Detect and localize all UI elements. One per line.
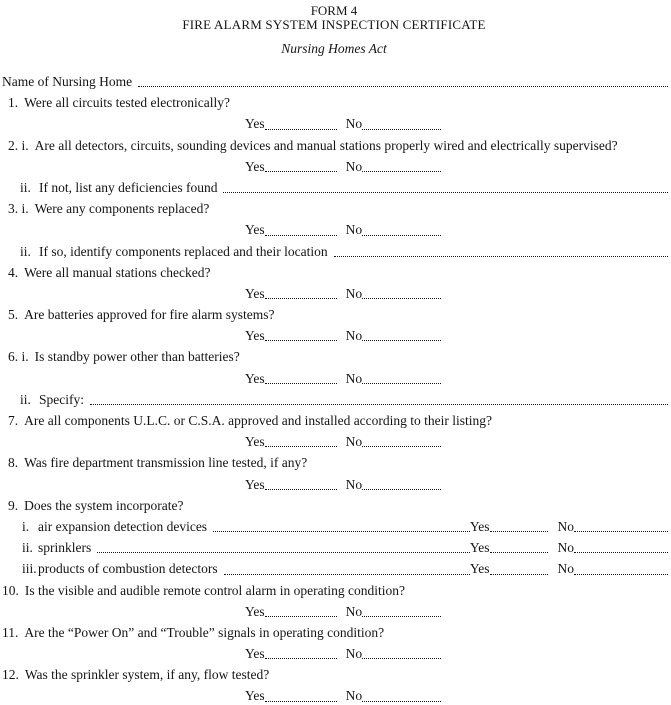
yes-label: Yes [469,540,490,556]
question-3-yesno-row [0,219,668,240]
item-text: products of combustion detectors [38,561,218,577]
question-text: Does the system incorporate? [24,497,184,513]
sub-question-label: If so, identify components replaced and their location [39,243,328,259]
question-6ii-row [0,389,668,410]
question-8-row [0,452,668,473]
item-number: iii. [22,561,37,577]
question-text: Was fire department transmission line tested, if any? [24,455,308,471]
q4-yes-line[interactable] [265,283,337,299]
question-text: Is the visible and audible remote control alarm in operating condition? [24,582,406,598]
yes-label: Yes [245,646,265,662]
question-9iii-row [0,558,668,579]
q2-no-line[interactable] [362,156,441,172]
q9-ii-yes-line[interactable] [490,537,548,553]
question-8-yesno-row [0,474,668,495]
q8-no-line[interactable] [362,474,441,490]
question-9-row [0,495,668,516]
question-10-yesno-row [0,601,668,622]
sub-question-number: ii. [20,179,31,195]
question-number: 5. [8,307,19,323]
q3-yes-line[interactable] [265,219,337,235]
question-number: 11. [2,624,19,640]
q11-yes-line[interactable] [265,643,337,659]
item-number: ii. [22,540,33,556]
no-label: No [345,646,363,662]
q9-iii-leader-line [224,558,470,574]
form-header [0,0,668,56]
q10-yes-line[interactable] [265,601,337,617]
q6-specify-line[interactable] [90,389,668,405]
q2-yes-line[interactable] [265,156,337,172]
question-1-row [0,92,668,113]
no-label: No [345,476,363,492]
item-text: air expansion detection devices [38,518,208,534]
no-label: No [345,688,363,704]
q5-yes-line[interactable] [265,325,337,341]
no-label: No [345,116,363,132]
question-6-yesno-row [0,368,668,389]
question-3ii-row [0,241,668,262]
q12-yes-line[interactable] [265,685,337,701]
yes-label: Yes [245,688,265,704]
q6-no-line[interactable] [362,368,441,384]
q1-no-line[interactable] [362,113,441,129]
yes-label: Yes [469,561,490,577]
no-label: No [345,285,363,301]
name-of-nursing-home-row [0,71,668,92]
question-text: Was the sprinkler system, if any, flow tested? [24,667,270,683]
yes-label: Yes [245,476,265,492]
name-of-nursing-home-label: Name of Nursing Home [2,74,133,89]
question-number: 10. [2,582,19,598]
no-label: No [557,561,574,577]
name-of-nursing-home-line[interactable] [138,71,668,87]
q8-yes-line[interactable] [265,474,337,490]
no-label: No [345,328,363,344]
question-12-row [0,664,668,685]
q9-i-no-line[interactable] [574,516,668,532]
form-title: FIRE ALARM SYSTEM INSPECTION CERTIFICATE [182,17,486,32]
yes-label: Yes [245,328,265,344]
question-number: 3. i. [8,201,29,217]
question-5-row [0,304,668,325]
act-name: Nursing Homes Act [281,41,387,56]
question-text: Are the “Power On” and “Trouble” signals in operating condition? [24,624,385,640]
q10-no-line[interactable] [362,601,441,617]
no-label: No [557,540,574,556]
question-text: Were all circuits tested electronically? [24,95,230,111]
q6-yes-line[interactable] [265,368,337,384]
q11-no-line[interactable] [362,643,441,659]
q9-ii-leader-line [97,537,470,553]
yes-label: Yes [245,603,265,619]
question-text: Is standby power other than batteries? [34,349,240,365]
yes-label: Yes [245,434,265,450]
question-number: 2. i. [8,137,29,153]
q3-no-line[interactable] [362,219,441,235]
yes-label: Yes [245,158,265,174]
question-12-yesno-row [0,685,668,705]
question-1-yesno-row [0,113,668,134]
no-label: No [345,370,363,386]
q4-no-line[interactable] [362,283,441,299]
no-label: No [345,222,363,238]
question-4-row [0,262,668,283]
question-number: 9. [8,497,19,513]
q1-yes-line[interactable] [265,113,337,129]
question-11-yesno-row [0,643,668,664]
q7-yes-line[interactable] [265,431,337,447]
question-9i-row [0,516,668,537]
yes-label: Yes [469,518,490,534]
question-text: Are all detectors, circuits, sounding devices and manual stations properly wired and electrically supervised? [34,137,618,153]
q3-location-line[interactable] [334,241,668,257]
question-2ii-row [0,177,668,198]
question-2-yesno-row [0,156,668,177]
question-number: 1. [8,95,19,111]
sub-question-label: If not, list any deficiencies found [39,179,218,195]
no-label: No [557,518,574,534]
sub-question-number: ii. [20,391,31,407]
question-2-row [0,135,668,156]
q9-i-leader-line [213,516,470,532]
question-10-row [0,580,668,601]
q5-no-line[interactable] [362,325,441,341]
form-number: FORM 4 [310,3,358,18]
question-number: 7. [8,413,19,428]
question-6-row [0,346,668,367]
q7-no-line[interactable] [362,431,441,447]
q9-i-yes-line[interactable] [490,516,548,532]
question-text: Were all manual stations checked? [24,264,211,280]
yes-label: Yes [245,285,265,301]
question-number: 4. [8,264,19,280]
no-label: No [345,434,363,450]
item-text: sprinklers [38,540,92,556]
question-text: Were any components replaced? [34,201,210,217]
question-5-yesno-row [0,325,668,346]
q9-ii-no-line[interactable] [574,537,668,553]
q2-deficiencies-line[interactable] [223,177,668,193]
q12-no-line[interactable] [362,685,441,701]
item-number: i. [22,518,30,534]
yes-label: Yes [245,116,265,132]
question-number: 12. [2,667,19,683]
question-number: 6. i. [8,349,29,365]
question-text: Are batteries approved for fire alarm systems? [24,307,275,323]
q9-iii-no-line[interactable] [574,558,668,574]
question-11-row [0,622,668,643]
question-3-row [0,198,668,219]
question-4-yesno-row [0,283,668,304]
no-label: No [345,603,363,619]
question-7-row [0,410,668,431]
sub-question-number: ii. [20,243,31,259]
no-label: No [345,158,363,174]
q9-iii-yes-line[interactable] [490,558,548,574]
question-7-yesno-row [0,431,668,452]
question-9ii-row [0,537,668,558]
yes-label: Yes [245,222,265,238]
question-number: 8. [8,455,19,471]
sub-question-label: Specify: [39,391,84,407]
yes-label: Yes [245,370,265,386]
question-text: Are all components U.L.C. or C.S.A. approved and installed according to their listing? [24,413,493,428]
